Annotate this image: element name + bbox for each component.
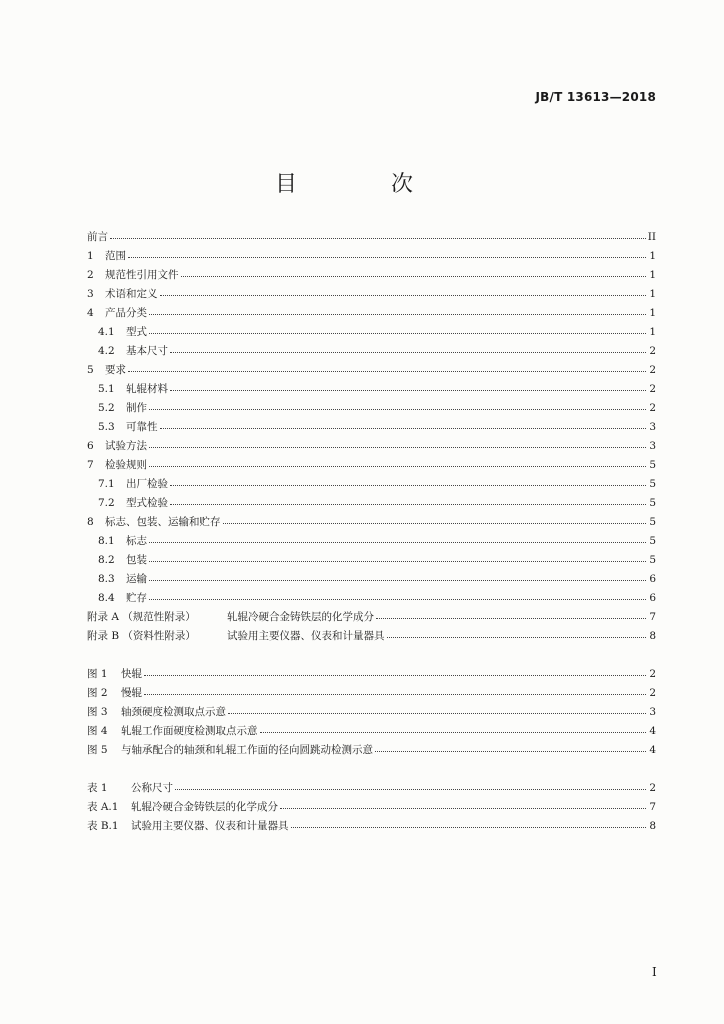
dot-leader <box>149 324 646 334</box>
toc-entry-page: 5 <box>649 459 656 471</box>
dot-leader <box>387 628 647 638</box>
toc-entry-number: 附录 B （资料性附录） <box>87 630 196 642</box>
toc-entry-number: 附录 A （规范性附录） <box>87 611 196 623</box>
toc-entry-label: 术语和定义 <box>105 288 158 300</box>
toc-entry[interactable] <box>87 476 656 490</box>
toc-entry-page: 8 <box>649 820 656 832</box>
toc-entry-label: 包装 <box>126 554 147 566</box>
toc-entry-page: 1 <box>649 326 656 338</box>
toc-entry[interactable] <box>87 457 656 471</box>
toc-entry[interactable] <box>87 723 656 737</box>
toc-entry-page: 5 <box>649 497 656 509</box>
toc-entry[interactable] <box>87 267 656 281</box>
toc-entry[interactable] <box>87 324 656 338</box>
toc-entry-label: 标志 <box>126 535 147 547</box>
toc-entry-label: 标志、包装、运输和贮存 <box>105 516 221 528</box>
toc-entry[interactable] <box>87 628 656 642</box>
dot-leader <box>149 305 646 315</box>
toc-entry-number: 5.3 <box>98 421 115 433</box>
toc-entry-number: 图 1 <box>87 668 108 680</box>
toc-entry-label: 试验方法 <box>105 440 147 452</box>
toc-entry-number: 3 <box>87 288 94 300</box>
dot-leader <box>228 704 646 714</box>
toc-entry[interactable] <box>87 305 656 319</box>
toc-entry[interactable] <box>87 495 656 509</box>
dot-leader <box>170 476 646 486</box>
toc-entry-number: 8.3 <box>98 573 115 585</box>
toc-title: 目 次 <box>274 172 449 197</box>
toc-entry-page: 3 <box>649 706 656 718</box>
toc-entry-page: 5 <box>649 478 656 490</box>
toc-entry[interactable] <box>87 419 656 433</box>
dot-leader <box>149 590 646 600</box>
toc-entry-number: 表 A.1 <box>87 801 119 813</box>
toc-entry-number: 7.1 <box>98 478 115 490</box>
toc-entry-page: 2 <box>649 345 656 357</box>
toc-entry-label: 慢辊 <box>121 687 142 699</box>
toc-entry-label: 检验规则 <box>105 459 147 471</box>
toc-entry[interactable] <box>87 400 656 414</box>
dot-leader <box>376 609 646 619</box>
toc-entry-label: 范围 <box>105 250 126 262</box>
toc-entry-label: 型式 <box>126 326 147 338</box>
dot-leader <box>181 267 647 277</box>
toc-entry-label: 轧辊工作面硬度检测取点示意 <box>121 725 258 737</box>
dot-leader <box>170 381 646 391</box>
dot-leader <box>170 343 646 353</box>
dot-leader <box>291 818 647 828</box>
toc-entry[interactable] <box>87 685 656 699</box>
toc-entry-label: 轴颈硬度检测取点示意 <box>121 706 226 718</box>
toc-entry[interactable] <box>87 571 656 585</box>
toc-entry-label: 产品分类 <box>105 307 147 319</box>
toc-entry-label: 要求 <box>105 364 126 376</box>
dot-leader <box>149 533 646 543</box>
toc-entry-number: 4.1 <box>98 326 115 338</box>
toc-entry-number: 表 1 <box>87 782 108 794</box>
dot-leader <box>175 780 646 790</box>
toc-entry[interactable] <box>87 590 656 604</box>
toc-entry-page: 1 <box>649 288 656 300</box>
dot-leader <box>144 666 646 676</box>
toc-entry[interactable] <box>87 609 656 623</box>
toc-entry-label: 轧辊冷硬合金铸铁层的化学成分 <box>227 611 374 623</box>
toc-entry-label: 可靠性 <box>126 421 158 433</box>
toc-entry[interactable] <box>87 286 656 300</box>
toc-entry-number: 图 4 <box>87 725 108 737</box>
toc-entry-page: 2 <box>649 364 656 376</box>
dot-leader <box>128 248 646 258</box>
toc-entry-page: 5 <box>649 554 656 566</box>
toc-entry-page: 6 <box>649 573 656 585</box>
toc-entry-page: 1 <box>649 307 656 319</box>
toc-entry[interactable] <box>87 552 656 566</box>
toc-entry-label: 与轴承配合的轴颈和轧辊工作面的径向圆跳动检测示意 <box>121 744 373 756</box>
dot-leader <box>149 438 646 448</box>
toc-entry-page: 1 <box>649 250 656 262</box>
toc-entry-number: 4.2 <box>98 345 115 357</box>
toc-entry-number: 7 <box>87 459 94 471</box>
toc-entry-label: 运输 <box>126 573 147 585</box>
dot-leader <box>149 552 646 562</box>
toc-entry-page: 5 <box>649 535 656 547</box>
toc-entry[interactable] <box>87 780 656 794</box>
toc-entry-page: II <box>647 231 656 243</box>
toc-entry-number: 4 <box>87 307 94 319</box>
toc-entry-number: 1 <box>87 250 94 262</box>
toc-entry-number: 2 <box>87 269 94 281</box>
toc-entry-page: 2 <box>649 687 656 699</box>
toc-entry[interactable] <box>87 818 656 832</box>
toc-entry[interactable] <box>87 381 656 395</box>
toc-entry-number: 5.2 <box>98 402 115 414</box>
toc-entry-label: 型式检验 <box>126 497 168 509</box>
toc-entry[interactable] <box>87 533 656 547</box>
toc-entry-number: 图 2 <box>87 687 108 699</box>
toc-entry-page: 4 <box>649 725 656 737</box>
toc-entry-number: 表 B.1 <box>87 820 119 832</box>
dot-leader <box>128 362 646 372</box>
toc-entry-number: 8.2 <box>98 554 115 566</box>
toc-entry-label: 规范性引用文件 <box>105 269 179 281</box>
dot-leader <box>160 286 647 296</box>
toc-entry-label: 出厂检验 <box>126 478 168 490</box>
toc-entry-number: 8 <box>87 516 94 528</box>
dot-leader <box>149 400 646 410</box>
toc-entry-page: 2 <box>649 383 656 395</box>
toc-entry-label: 制作 <box>126 402 147 414</box>
toc-entry[interactable] <box>87 742 656 756</box>
dot-leader <box>160 419 647 429</box>
toc-entry-page: 6 <box>649 592 656 604</box>
toc-entry-label: 公称尺寸 <box>131 782 173 794</box>
dot-leader <box>223 514 647 524</box>
toc-entry[interactable] <box>87 799 656 813</box>
dot-leader <box>280 799 646 809</box>
toc-entry-number: 图 3 <box>87 706 108 718</box>
toc-entry-number: 8.1 <box>98 535 115 547</box>
dot-leader <box>149 571 646 581</box>
dot-leader <box>149 457 646 467</box>
toc-entry-label: 试验用主要仪器、仪表和计量器具 <box>227 630 385 642</box>
toc-entry[interactable] <box>87 229 656 243</box>
toc-entry[interactable] <box>87 362 656 376</box>
toc-entry[interactable] <box>87 514 656 528</box>
toc-entry-label: 试验用主要仪器、仪表和计量器具 <box>131 820 289 832</box>
toc-entry-page: 2 <box>649 668 656 680</box>
dot-leader <box>375 742 646 752</box>
toc-entry-label: 轧辊材料 <box>126 383 168 395</box>
toc-entry-label: 轧辊冷硬合金铸铁层的化学成分 <box>131 801 278 813</box>
document-code: JB/T 13613—2018 <box>535 90 656 104</box>
dot-leader <box>144 685 646 695</box>
toc-entry-label: 前言 <box>87 231 108 243</box>
toc-entry-number: 5 <box>87 364 94 376</box>
toc-entry-number: 5.1 <box>98 383 115 395</box>
toc-entry-page: 3 <box>649 440 656 452</box>
toc-entry-page: 7 <box>649 801 656 813</box>
toc-entry-label: 快辊 <box>121 668 142 680</box>
toc-entry[interactable] <box>87 343 656 357</box>
toc-entry[interactable] <box>87 438 656 452</box>
toc-entry-page: 4 <box>649 744 656 756</box>
toc-entry-number: 7.2 <box>98 497 115 509</box>
toc-entry-page: 2 <box>649 402 656 414</box>
toc-entry-page: 7 <box>649 611 656 623</box>
toc-entry-number: 8.4 <box>98 592 115 604</box>
page-number: I <box>652 965 657 979</box>
toc-entry-label: 贮存 <box>126 592 147 604</box>
toc-entry[interactable] <box>87 248 656 262</box>
toc-entry-page: 1 <box>649 269 656 281</box>
toc-entry[interactable] <box>87 666 656 680</box>
toc-entry-label: 基本尺寸 <box>126 345 168 357</box>
toc-entry-page: 5 <box>649 516 656 528</box>
dot-leader <box>170 495 646 505</box>
dot-leader <box>260 723 647 733</box>
toc-entry-page: 8 <box>649 630 656 642</box>
toc-entry[interactable] <box>87 704 656 718</box>
toc-entry-number: 6 <box>87 440 94 452</box>
toc-entry-number: 图 5 <box>87 744 108 756</box>
dot-leader <box>110 229 646 239</box>
toc-entry-page: 2 <box>649 782 656 794</box>
toc-entry-page: 3 <box>649 421 656 433</box>
